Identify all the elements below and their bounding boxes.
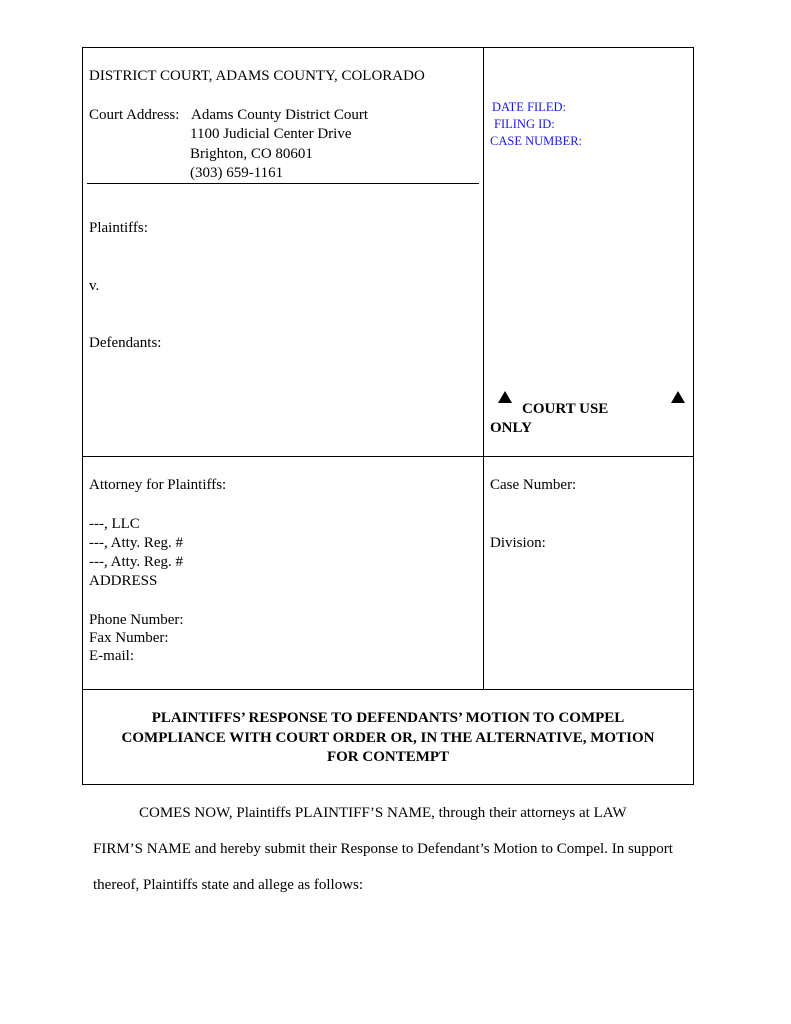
caption-bottom-border xyxy=(82,784,694,785)
left-triangle-icon xyxy=(498,391,512,403)
attorney-reg-2: ---, Atty. Reg. # xyxy=(89,554,184,570)
court-address-line-3: Brighton, CO 80601 xyxy=(190,146,313,162)
defendants-label: Defendants: xyxy=(89,335,162,351)
attorney-reg-1: ---, Atty. Reg. # xyxy=(89,535,184,551)
date-filed-label: DATE FILED: xyxy=(492,100,566,114)
case-number-stamp-label: CASE NUMBER: xyxy=(490,134,583,148)
address-underline xyxy=(87,183,479,184)
plaintiffs-label: Plaintiffs: xyxy=(89,220,148,236)
versus-label: v. xyxy=(89,278,100,294)
court-phone: (303) 659-1161 xyxy=(190,165,284,181)
filing-id-label: FILING ID: xyxy=(494,117,555,131)
court-address-line-1: Adams County District Court xyxy=(191,107,369,123)
caption-left-border xyxy=(82,47,83,785)
document-title-line-1: PLAINTIFFS’ RESPONSE TO DEFENDANTS’ MOTION TO COMPEL xyxy=(151,710,625,726)
court-use-only-label: ONLY xyxy=(490,420,532,436)
attorney-heading: Attorney for Plaintiffs: xyxy=(89,477,227,493)
body-line-2: FIRM’S NAME and hereby submit their Response to Defendant’s Motion to Compel. In support xyxy=(93,841,673,857)
court-address-label: Court Address: xyxy=(89,107,180,123)
attorney-phone: Phone Number: xyxy=(89,612,184,628)
caption-column-divider xyxy=(483,47,484,690)
attorney-email: E-mail: xyxy=(89,648,134,664)
division-label: Division: xyxy=(490,535,546,551)
body-line-1: COMES NOW, Plaintiffs PLAINTIFF’S NAME, through their attorneys at LAW xyxy=(139,805,627,821)
caption-top-border xyxy=(82,47,694,48)
caption-row-divider xyxy=(82,456,694,457)
court-name: DISTRICT COURT, ADAMS COUNTY, COLORADO xyxy=(89,68,425,84)
attorney-fax: Fax Number: xyxy=(89,630,169,646)
court-address-line-2: 1100 Judicial Center Drive xyxy=(190,126,352,142)
body-line-3: thereof, Plaintiffs state and allege as follows: xyxy=(93,877,364,893)
document-title-line-2: COMPLIANCE WITH COURT ORDER OR, IN THE ALTERNATIVE, MOTION xyxy=(121,729,655,746)
caption-right-border xyxy=(693,47,694,785)
right-triangle-icon xyxy=(671,391,685,403)
case-number-label: Case Number: xyxy=(490,477,577,493)
document-title-line-3: FOR CONTEMPT xyxy=(326,749,450,765)
document-title xyxy=(82,709,694,768)
attorney-firm: ---, LLC xyxy=(89,516,140,532)
attorney-row-divider xyxy=(82,689,694,690)
attorney-address: ADDRESS xyxy=(89,573,158,589)
court-use-label: COURT USE xyxy=(522,401,609,417)
